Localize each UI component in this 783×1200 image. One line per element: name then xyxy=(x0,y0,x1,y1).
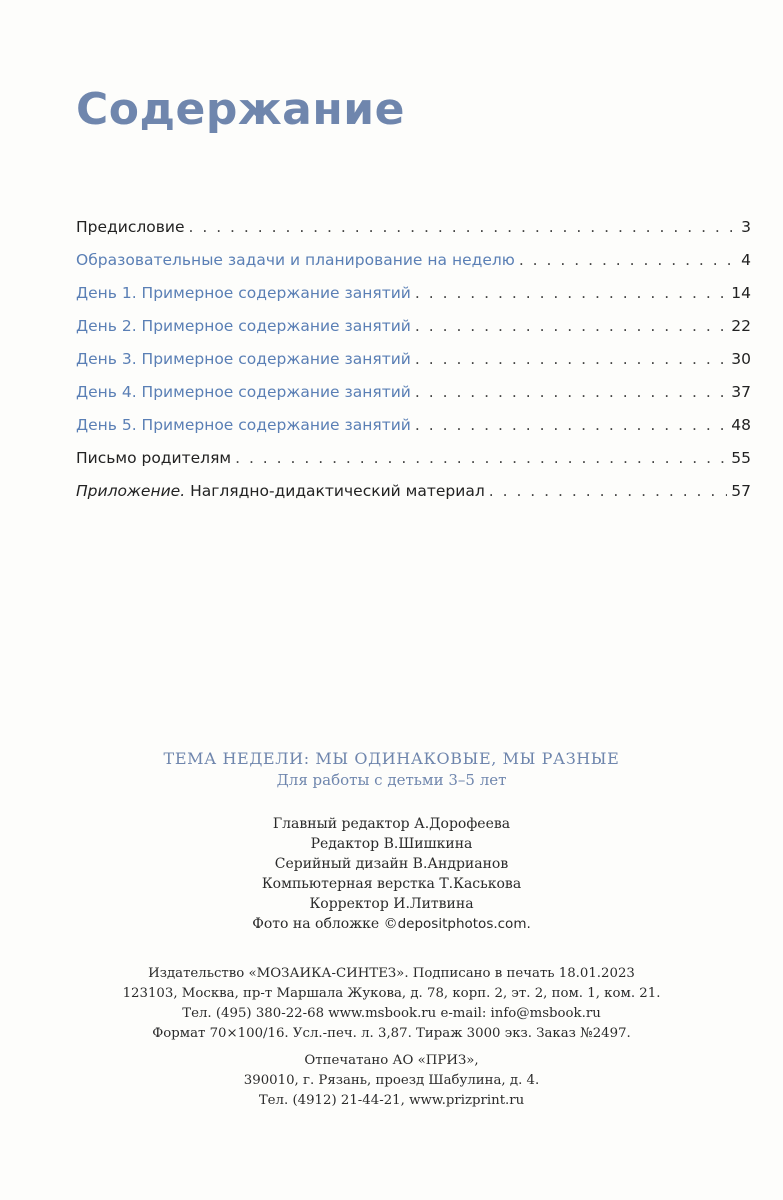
dot-leader xyxy=(415,383,727,401)
publisher-block xyxy=(0,964,783,1044)
toc-entry-label xyxy=(76,482,485,500)
toc-entry-label: День 5. Примерное содержание занятий xyxy=(76,416,411,434)
publisher-line: 123103, Москва, пр-т Маршала Жукова, д. 78, корп. 2, эт. 2, пом. 1, ком. 21. xyxy=(122,986,661,1001)
photo-credit xyxy=(0,916,783,932)
toc-entry[interactable] xyxy=(76,284,751,317)
credit-line: Серийный дизайн В.Андрианов xyxy=(274,856,509,872)
week-theme-title: ТЕМА НЕДЕЛИ: МЫ ОДИНАКОВЫЕ, МЫ РАЗНЫЕ xyxy=(163,749,620,768)
toc-entry-page: 57 xyxy=(731,482,751,500)
dot-leader xyxy=(519,251,737,269)
toc-entry-label: День 3. Примерное содержание занятий xyxy=(76,350,411,368)
toc-entry-label: День 2. Примерное содержание занятий xyxy=(76,317,411,335)
credit-line: Главный редактор А.Дорофеева xyxy=(272,816,511,832)
credit-line: Корректор И.Литвина xyxy=(309,896,474,912)
toc-entry[interactable] xyxy=(76,482,751,515)
photo-credit-prefix: Фото на обложке © xyxy=(252,916,398,932)
dot-leader xyxy=(415,284,727,302)
dot-leader xyxy=(415,416,727,434)
toc-entry[interactable] xyxy=(76,383,751,416)
toc-entry[interactable] xyxy=(76,449,751,482)
toc-entry-page: 48 xyxy=(731,416,751,434)
dot-leader xyxy=(489,482,728,500)
toc-entry[interactable] xyxy=(76,218,751,251)
publisher-line: Тел. (495) 380-22-68 www.msbook.ru e-mail: info@msbook.ru xyxy=(182,1006,601,1021)
credit-line: Компьютерная верстка Т.Каськова xyxy=(261,876,522,892)
toc-entry-page: 14 xyxy=(731,284,751,302)
printer-line: Отпечатано АО «ПРИЗ», xyxy=(304,1053,479,1068)
toc-entry-page: 3 xyxy=(741,218,751,236)
toc-entry-label-italic: Приложение. xyxy=(76,482,186,500)
printer-block xyxy=(0,1051,783,1111)
toc-entry-page: 37 xyxy=(731,383,751,401)
photo-credit-source: depositphotos.com. xyxy=(397,916,531,932)
credit-line: Редактор В.Шишкина xyxy=(310,836,473,852)
toc-entry-label: Письмо родителям xyxy=(76,449,232,467)
toc-entry-label-text: Наглядно-дидактический материал xyxy=(190,482,485,500)
printer-line: Тел. (4912) 21-44-21, www.prizprint.ru xyxy=(258,1093,525,1108)
toc-entry[interactable] xyxy=(76,251,751,284)
page-title: Содержание xyxy=(76,84,405,135)
toc-entry-page: 4 xyxy=(741,251,751,269)
credits-block xyxy=(0,814,783,914)
toc-entry-page: 22 xyxy=(731,317,751,335)
age-range: Для работы с детьми 3–5 лет xyxy=(276,771,507,789)
dot-leader xyxy=(235,449,727,467)
table-of-contents xyxy=(76,218,751,515)
toc-entry[interactable] xyxy=(76,317,751,350)
publisher-line: Издательство «МОЗАИКА-СИНТЕЗ». Подписано в печать 18.01.2023 xyxy=(148,966,635,981)
toc-entry-page: 30 xyxy=(731,350,751,368)
publisher-line: Формат 70×100/16. Усл.-печ. л. 3,87. Тираж 3000 экз. Заказ №2497. xyxy=(152,1026,631,1041)
toc-entry[interactable] xyxy=(76,416,751,449)
dot-leader xyxy=(415,350,727,368)
dot-leader xyxy=(415,317,727,335)
toc-entry-page: 55 xyxy=(731,449,751,467)
toc-entry-label: Предисловие xyxy=(76,218,185,236)
toc-entry-label: День 1. Примерное содержание занятий xyxy=(76,284,411,302)
toc-entry[interactable] xyxy=(76,350,751,383)
printer-line: 390010, г. Рязань, проезд Шабулина, д. 4. xyxy=(243,1073,540,1088)
dot-leader xyxy=(188,218,737,236)
toc-entry-label: День 4. Примерное содержание занятий xyxy=(76,383,411,401)
toc-entry-label: Образовательные задачи и планирование на неделю xyxy=(76,251,515,269)
